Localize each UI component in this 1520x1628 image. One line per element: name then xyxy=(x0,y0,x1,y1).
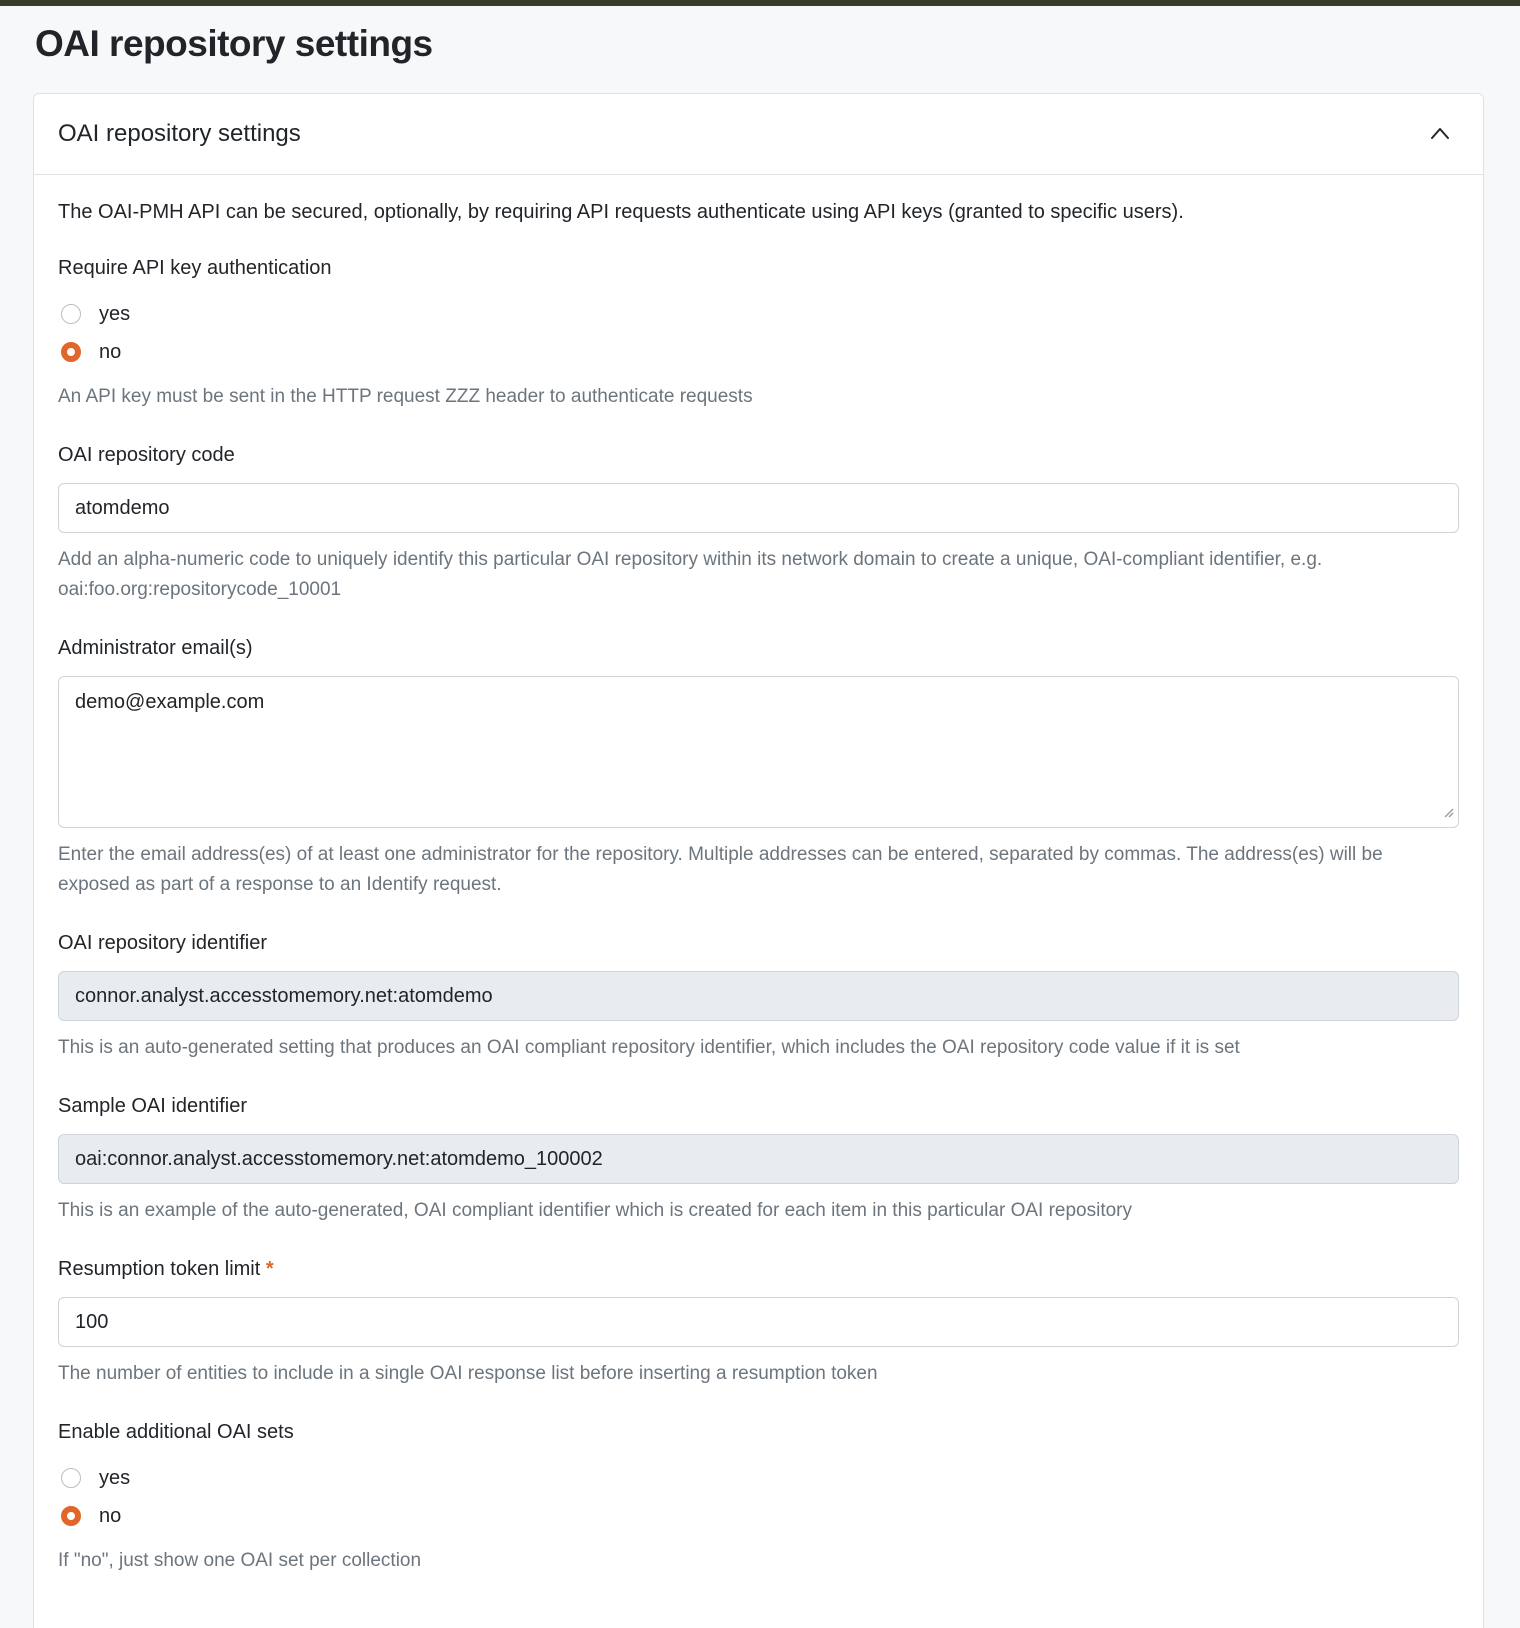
additional-oai-sets-option-yes[interactable] xyxy=(58,1464,1459,1492)
api-key-auth-help: An API key must be sent in the HTTP request ZZZ header to authenticate requests xyxy=(58,386,753,408)
panel-intro-text: The OAI-PMH API can be secured, optionally, by requiring API requests authenticate using API keys (granted to specific users). xyxy=(58,201,1184,224)
repository-identifier-label: OAI repository identifier xyxy=(58,932,267,955)
api-key-auth-label: Require API key authentication xyxy=(58,257,332,280)
radio-option-label: yes xyxy=(99,302,131,325)
resumption-token-limit-label-text: Resumption token limit xyxy=(58,1258,261,1281)
panel-body xyxy=(34,175,1483,1600)
required-asterisk: * xyxy=(265,1258,274,1281)
resumption-token-limit-input[interactable] xyxy=(58,1297,1459,1347)
radio-unselected-icon[interactable] xyxy=(61,304,81,324)
chevron-up-icon xyxy=(1427,121,1453,147)
settings-page xyxy=(0,22,1520,1628)
panel-header-accordion-toggle[interactable] xyxy=(34,94,1483,175)
sample-identifier-label: Sample OAI identifier xyxy=(58,1095,247,1118)
sample-identifier-help: This is an example of the auto-generated, OAI compliant identifier which is created for each item in this particular OAI repository xyxy=(58,1200,1133,1222)
sample-identifier-input-disabled xyxy=(58,1134,1459,1184)
oai-settings-panel xyxy=(33,93,1484,1628)
radio-selected-icon[interactable] xyxy=(61,342,81,362)
panel-title: OAI repository settings xyxy=(58,120,301,148)
resumption-token-limit-label xyxy=(58,1258,1459,1281)
additional-oai-sets-option-no[interactable] xyxy=(58,1502,1459,1530)
repository-code-input[interactable] xyxy=(58,483,1459,533)
additional-oai-sets-help: If "no", just show one OAI set per collection xyxy=(58,1550,422,1572)
admin-emails-label: Administrator email(s) xyxy=(58,637,253,660)
repository-identifier-help: This is an auto-generated setting that produces an OAI compliant repository identifier, which includes the OAI repository code value if it is set xyxy=(58,1037,1240,1059)
admin-emails-textarea[interactable] xyxy=(58,676,1459,828)
collapse-toggle-button[interactable] xyxy=(1425,119,1455,149)
textarea-resize-handle[interactable] xyxy=(1442,805,1454,823)
radio-option-label: yes xyxy=(99,1466,131,1489)
radio-option-label: no xyxy=(99,1504,122,1527)
repository-code-label: OAI repository code xyxy=(58,444,235,467)
radio-unselected-icon[interactable] xyxy=(61,1468,81,1488)
admin-emails-help: Enter the email address(es) of at least one administrator for the repository. Multiple addresses can be entered, separated by commas. The address(es) will be exposed as part of a response to an Identify request. xyxy=(58,844,1383,896)
page-title: OAI repository settings xyxy=(35,23,433,64)
repository-identifier-input-disabled xyxy=(58,971,1459,1021)
repository-code-help: Add an alpha-numeric code to uniquely identify this particular OAI repository within its network domain to create a unique, OAI-compliant identifier, e.g. oai:foo.org:repositorycode_10001 xyxy=(58,549,1323,601)
resumption-token-limit-help: The number of entities to include in a single OAI response list before inserting a resumption token xyxy=(58,1363,878,1385)
radio-option-label: no xyxy=(99,340,122,363)
api-key-auth-option-yes[interactable] xyxy=(58,300,1459,328)
top-accent-bar xyxy=(0,0,1520,6)
radio-selected-icon[interactable] xyxy=(61,1506,81,1526)
api-key-auth-option-no[interactable] xyxy=(58,338,1459,366)
additional-oai-sets-label: Enable additional OAI sets xyxy=(58,1421,294,1444)
